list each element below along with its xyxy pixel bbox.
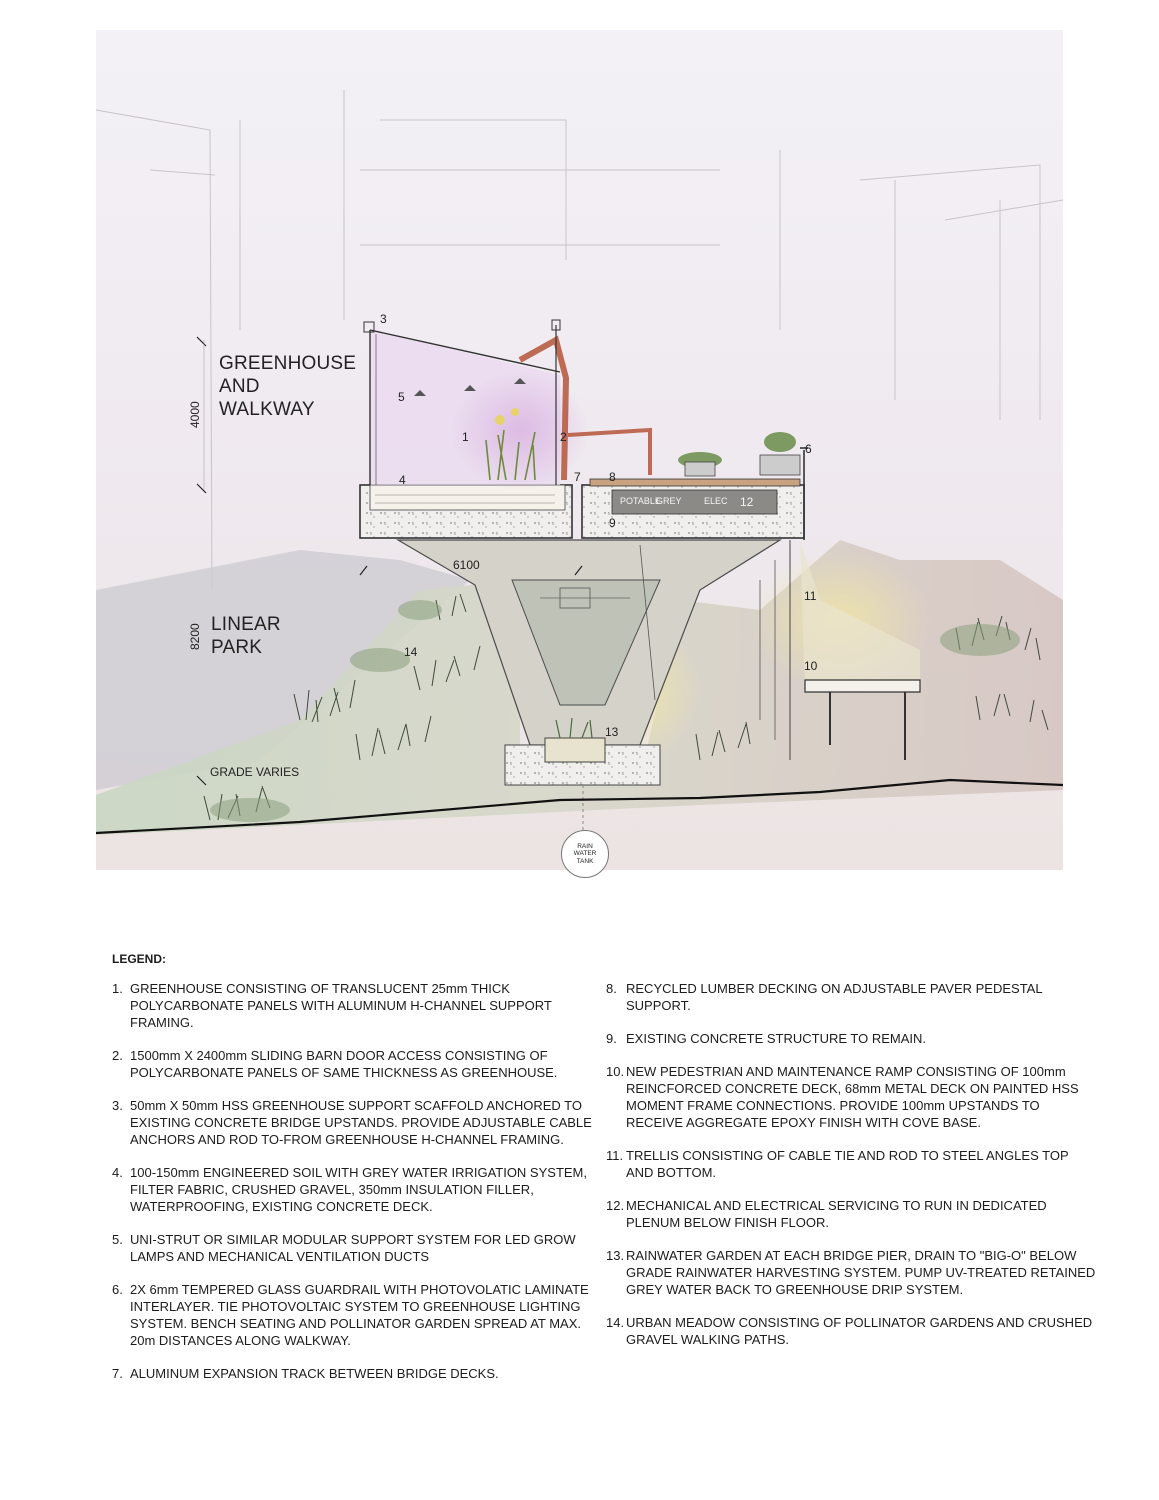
legend-num: 12. (606, 1198, 625, 1213)
rain-water-tank (561, 830, 609, 878)
legend-text: NEW PEDESTRIAN AND MAINTENANCE RAMP CONSISTING OF 100mm REINCFORCED CONCRETE DECK, 68mm METAL DECK ON PAINTED HSS MOMENT FRAME CONNECTIONS. PROVIDE 100mm UPSTANDS TO RECEIVE AGGREGATE EPOXY FINISH WITH COVE BASE. (626, 1064, 1079, 1130)
legend-item-6 (112, 1281, 602, 1349)
legend-text: 100-150mm ENGINEERED SOIL WITH GREY WATER IRRIGATION SYSTEM, FILTER FABRIC, CRUSHED GRAVEL, 350mm INSULATION FILLER, WATERPROOFING, EXISTING CONCRETE DECK. (130, 1165, 587, 1214)
legend-item-2 (112, 1047, 602, 1081)
callout-1: 1 (462, 430, 469, 444)
legend-text: 50mm X 50mm HSS GREENHOUSE SUPPORT SCAFFOLD ANCHORED TO EXISTING CONCRETE BRIDGE UPSTANDS. PROVIDE ADJUSTABLE CABLE ANCHORS AND ROD TO-FROM GREENHOUSE H-CHANNEL FRAMING. (130, 1098, 592, 1147)
callout-11: 11 (804, 589, 817, 603)
legend-column-left (112, 980, 602, 1398)
legend-text: RAINWATER GARDEN AT EACH BRIDGE PIER, DRAIN TO "BIG-O" BELOW GRADE RAINWATER HARVESTING SYSTEM. PUMP UV-TREATED RETAINED GREY WATER BACK TO GREENHOUSE DRIP SYSTEM. (626, 1248, 1096, 1297)
callout-3: 3 (380, 312, 387, 326)
legend-num: 10. (606, 1064, 625, 1079)
legend-item-5 (112, 1231, 602, 1265)
legend-item-9 (606, 1030, 1096, 1047)
callout-13: 13 (605, 725, 619, 739)
legend-text: 1500mm X 2400mm SLIDING BARN DOOR ACCESS CONSISTING OF POLYCARBONATE PANELS OF SAME THICKNESS AS GREENHOUSE. (130, 1048, 558, 1080)
dimension-deck-width: 6100 (453, 558, 480, 572)
rainwater-garden (545, 738, 605, 762)
callout-12: 12 (740, 495, 754, 509)
legend-num: 6. (112, 1282, 123, 1297)
callout-8: 8 (609, 470, 616, 484)
legend-item-3 (112, 1097, 602, 1148)
legend-column-right (606, 980, 1096, 1364)
dimension-park-height: 8200 (188, 623, 202, 650)
legend-text: GREENHOUSE CONSISTING OF TRANSLUCENT 25mm THICK POLYCARBONATE PANELS WITH ALUMINUM H-CHANNEL SUPPORT FRAMING. (130, 981, 552, 1030)
legend-item-11 (606, 1147, 1096, 1181)
callout-9: 9 (609, 516, 616, 530)
legend-item-8 (606, 980, 1096, 1014)
legend-num: 13. (606, 1248, 625, 1263)
legend-text: 2X 6mm TEMPERED GLASS GUARDRAIL WITH PHOTOVOLATIC LAMINATE INTERLAYER. TIE PHOTOVOLTAIC SYSTEM TO GREENHOUSE LIGHTING SYSTEM. BENCH SEATING AND POLLINATOR GARDEN SPREAD AT MAX. 20m DISTANCES ALONG WALKWAY. (130, 1282, 589, 1348)
legend-num: 5. (112, 1232, 123, 1247)
zone-label-greenhouse (219, 352, 356, 421)
legend-num: 1. (112, 981, 123, 996)
legend-text: EXISTING CONCRETE STRUCTURE TO REMAIN. (626, 1031, 926, 1046)
greenhouse-line-3: WALKWAY (219, 399, 315, 420)
park-line-2: PARK (211, 637, 263, 658)
callout-5: 5 (398, 390, 405, 404)
tank-line-2: WATER (573, 850, 597, 858)
callout-10: 10 (804, 659, 818, 673)
legend-num: 2. (112, 1048, 123, 1063)
callout-14: 14 (404, 645, 418, 659)
legend-title: LEGEND: (112, 952, 166, 966)
legend-text: UNI-STRUT OR SIMILAR MODULAR SUPPORT SYSTEM FOR LED GROW LAMPS AND MECHANICAL VENTILATION DUCTS (130, 1232, 576, 1264)
legend-num: 8. (606, 981, 617, 996)
zone-label-park (211, 613, 281, 659)
legend-item-1 (112, 980, 602, 1031)
plenum-label-elec: ELEC (704, 496, 728, 506)
plenum-label-potable: POTABLE (620, 496, 661, 506)
legend-text: TRELLIS CONSISTING OF CABLE TIE AND ROD TO STEEL ANGLES TOP AND BOTTOM. (626, 1148, 1069, 1180)
plenum-label-grey: GREY (656, 496, 682, 506)
legend-item-13 (606, 1247, 1096, 1298)
legend-num: 7. (112, 1366, 123, 1381)
legend-text: URBAN MEADOW CONSISTING OF POLLINATOR GARDENS AND CRUSHED GRAVEL WALKING PATHS. (626, 1315, 1093, 1347)
tank-line-1: RAIN (577, 842, 593, 850)
legend-num: 4. (112, 1165, 123, 1180)
legend-item-4 (112, 1164, 602, 1215)
greenhouse-line-2: AND (219, 376, 260, 397)
legend-text: ALUMINUM EXPANSION TRACK BETWEEN BRIDGE DECKS. (130, 1366, 499, 1381)
legend-item-10 (606, 1063, 1096, 1131)
legend-item-14 (606, 1314, 1096, 1348)
grade-label: GRADE VARIES (210, 765, 300, 779)
legend-num: 9. (606, 1031, 617, 1046)
callout-7: 7 (574, 470, 581, 484)
dimension-greenhouse-height: 4000 (188, 401, 202, 428)
tank-line-3: TANK (576, 857, 594, 865)
callout-2: 2 (560, 430, 567, 444)
legend-text: RECYCLED LUMBER DECKING ON ADJUSTABLE PAVER PEDESTAL SUPPORT. (626, 981, 1043, 1013)
park-line-1: LINEAR (211, 614, 281, 635)
greenhouse-line-1: GREENHOUSE (219, 353, 357, 374)
legend-num: 14. (606, 1315, 625, 1330)
legend-item-7 (112, 1365, 602, 1382)
legend-text: MECHANICAL AND ELECTRICAL SERVICING TO RUN IN DEDICATED PLENUM BELOW FINISH FLOOR. (626, 1198, 1047, 1230)
callout-6: 6 (805, 442, 812, 456)
legend-item-12 (606, 1197, 1096, 1231)
legend-num: 3. (112, 1098, 123, 1113)
legend-num: 11. (606, 1148, 624, 1163)
callout-4: 4 (399, 473, 406, 487)
